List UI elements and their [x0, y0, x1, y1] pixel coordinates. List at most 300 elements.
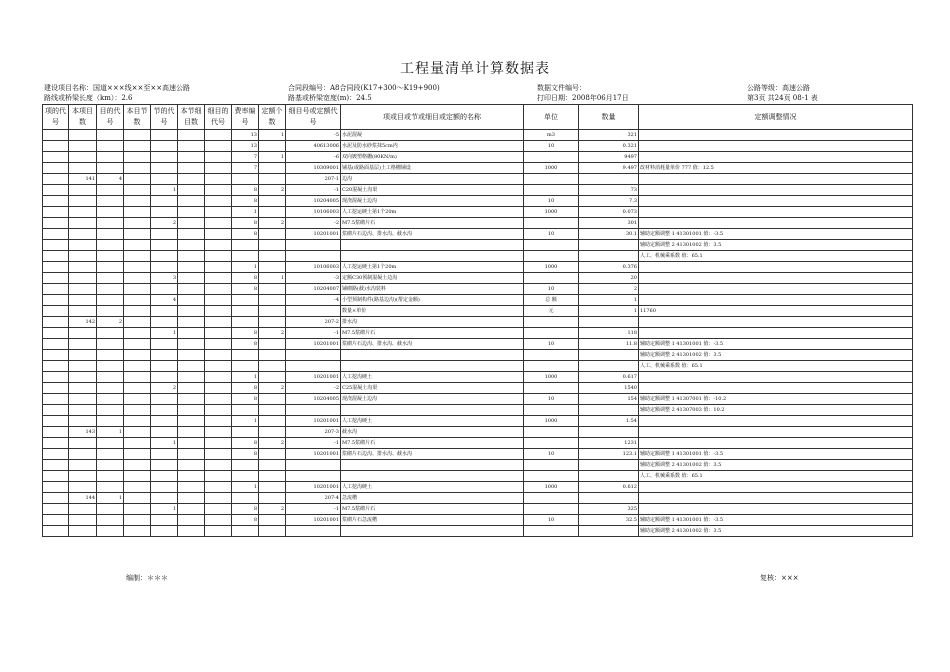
- table-cell: [43, 394, 69, 405]
- table-cell: [151, 471, 178, 482]
- table-cell: [259, 460, 286, 471]
- col-header: 细目的代号: [205, 105, 232, 130]
- table-cell: [124, 515, 151, 526]
- table-cell: [232, 295, 259, 306]
- table-cell: [259, 350, 286, 361]
- table-cell: [639, 273, 913, 284]
- table-cell: [43, 361, 69, 372]
- table-cell: [97, 350, 124, 361]
- table-cell: C25混凝土沟渠: [341, 383, 524, 394]
- table-cell: [579, 240, 639, 251]
- table-row: [43, 130, 913, 141]
- table-cell: [151, 526, 178, 537]
- table-cell: [205, 141, 232, 152]
- table-cell: 10: [524, 339, 579, 350]
- table-cell: 8: [232, 449, 259, 460]
- table-cell: 2: [259, 328, 286, 339]
- table-row: [43, 317, 913, 328]
- table-cell: [205, 152, 232, 163]
- table-cell: [178, 471, 205, 482]
- table-cell: [579, 350, 639, 361]
- table-cell: [259, 229, 286, 240]
- table-cell: -6: [286, 152, 341, 163]
- table-cell: [43, 262, 69, 273]
- table-cell: [639, 493, 913, 504]
- table-cell: [524, 383, 579, 394]
- table-cell: 2: [579, 284, 639, 295]
- table-row: [43, 262, 913, 273]
- table-cell: 8: [232, 438, 259, 449]
- table-cell: [97, 229, 124, 240]
- table-cell: [286, 251, 341, 262]
- table-cell: [69, 295, 97, 306]
- col-header: 单位: [524, 105, 579, 130]
- table-cell: -2: [286, 218, 341, 229]
- table-cell: [178, 306, 205, 317]
- table-cell: [205, 328, 232, 339]
- table-cell: 1000: [524, 372, 579, 383]
- table-cell: [69, 328, 97, 339]
- table-cell: [97, 328, 124, 339]
- table-cell: [97, 163, 124, 174]
- table-cell: [639, 328, 913, 339]
- table-cell: 144: [69, 493, 97, 504]
- table-cell: [579, 251, 639, 262]
- table-cell: [232, 174, 259, 185]
- table-cell: [69, 207, 97, 218]
- table-cell: 人工挖沟硬土: [341, 482, 524, 493]
- table-cell: 1: [259, 152, 286, 163]
- table-cell: [639, 196, 913, 207]
- table-cell: [259, 207, 286, 218]
- table-cell: [178, 284, 205, 295]
- table-cell: [69, 515, 97, 526]
- table-cell: [69, 504, 97, 515]
- table-row: [43, 207, 913, 218]
- table-cell: 301: [579, 218, 639, 229]
- table-cell: [524, 174, 579, 185]
- table-cell: 10204007: [286, 284, 341, 295]
- table-cell: [178, 218, 205, 229]
- table-cell: [124, 284, 151, 295]
- table-cell: [151, 306, 178, 317]
- table-cell: 8: [232, 394, 259, 405]
- table-cell: 40613006: [286, 141, 341, 152]
- table-cell: [259, 306, 286, 317]
- col-header: 定额调整情况: [639, 105, 913, 130]
- table-cell: [43, 130, 69, 141]
- table-cell: -1: [286, 438, 341, 449]
- table-cell: [205, 394, 232, 405]
- table-cell: 8: [232, 504, 259, 515]
- table-cell: 11760: [639, 306, 913, 317]
- table-cell: [639, 482, 913, 493]
- compiled-by: 编制：＊＊＊: [126, 574, 168, 582]
- table-cell: [97, 405, 124, 416]
- table-cell: 8: [232, 328, 259, 339]
- table-cell: 10106003: [286, 262, 341, 273]
- table-cell: M7.5浆砌片石: [341, 504, 524, 515]
- table-cell: [232, 251, 259, 262]
- table-cell: [178, 526, 205, 537]
- table-cell: [205, 350, 232, 361]
- table-cell: [205, 372, 232, 383]
- table-cell: [151, 394, 178, 405]
- route-length: 路线或桥梁长度（km）：2.6: [44, 94, 133, 102]
- table-cell: [124, 185, 151, 196]
- table-cell: 141: [69, 174, 97, 185]
- table-cell: [232, 317, 259, 328]
- table-cell: M7.5浆砌片石: [341, 218, 524, 229]
- table-cell: [232, 240, 259, 251]
- table-cell: 1: [97, 427, 124, 438]
- table-cell: 8: [232, 339, 259, 350]
- col-header: 细目号或定额代号: [286, 105, 341, 130]
- table-cell: [178, 361, 205, 372]
- table-cell: [69, 196, 97, 207]
- table-cell: 2: [259, 218, 286, 229]
- table-row: [43, 196, 913, 207]
- col-header: 费率编号: [232, 105, 259, 130]
- table-cell: [579, 174, 639, 185]
- table-cell: [524, 361, 579, 372]
- table-cell: [43, 449, 69, 460]
- table-cell: [43, 207, 69, 218]
- table-row: [43, 218, 913, 229]
- table-cell: [232, 493, 259, 504]
- quantity-table: [42, 104, 913, 537]
- table-cell: [639, 207, 913, 218]
- table-cell: [286, 471, 341, 482]
- table-cell: 1: [259, 130, 286, 141]
- table-cell: 10: [524, 284, 579, 295]
- table-cell: [579, 460, 639, 471]
- table-cell: [178, 240, 205, 251]
- table-cell: [151, 350, 178, 361]
- table-cell: 1: [151, 504, 178, 515]
- table-cell: 11.8: [579, 339, 639, 350]
- table-cell: 10201001: [286, 449, 341, 460]
- table-cell: [639, 372, 913, 383]
- table-cell: [259, 394, 286, 405]
- table-cell: 1: [579, 306, 639, 317]
- table-cell: [69, 383, 97, 394]
- table-row: [43, 394, 913, 405]
- table-cell: [97, 394, 124, 405]
- table-cell: [97, 152, 124, 163]
- table-cell: [205, 471, 232, 482]
- table-cell: 142: [69, 317, 97, 328]
- table-cell: [286, 350, 341, 361]
- table-cell: [259, 372, 286, 383]
- table-cell: [124, 207, 151, 218]
- table-cell: [259, 262, 286, 273]
- table-cell: 改材料消耗量单价 777 值：12.5: [639, 163, 913, 174]
- table-cell: [286, 240, 341, 251]
- table-cell: -4: [286, 295, 341, 306]
- table-cell: 13: [232, 141, 259, 152]
- table-cell: [178, 174, 205, 185]
- col-header: 目的代号: [97, 105, 124, 130]
- table-cell: 1: [97, 493, 124, 504]
- table-cell: 1: [232, 372, 259, 383]
- table-cell: [205, 493, 232, 504]
- table-cell: [43, 416, 69, 427]
- table-cell: [151, 405, 178, 416]
- table-cell: 9497: [579, 152, 639, 163]
- table-cell: [97, 218, 124, 229]
- table-cell: [43, 427, 69, 438]
- table-cell: [286, 405, 341, 416]
- table-row: [43, 185, 913, 196]
- table-cell: [97, 295, 124, 306]
- table-cell: [124, 383, 151, 394]
- table-cell: 辅助定额调整 1 41301001 值：-3.5: [639, 515, 913, 526]
- table-cell: 1540: [579, 383, 639, 394]
- table-cell: [639, 427, 913, 438]
- table-cell: [43, 339, 69, 350]
- table-cell: [205, 273, 232, 284]
- table-cell: [43, 317, 69, 328]
- table-row: [43, 504, 913, 515]
- table-cell: 10: [524, 515, 579, 526]
- table-cell: [97, 284, 124, 295]
- table-cell: 207-4: [286, 493, 341, 504]
- table-cell: 1: [151, 328, 178, 339]
- table-cell: 8: [232, 185, 259, 196]
- table-cell: [178, 405, 205, 416]
- table-cell: [579, 317, 639, 328]
- table-cell: [69, 526, 97, 537]
- table-cell: [524, 317, 579, 328]
- table-cell: [43, 174, 69, 185]
- table-cell: [639, 141, 913, 152]
- table-cell: 4: [97, 174, 124, 185]
- table-cell: [151, 361, 178, 372]
- table-cell: 急流槽: [341, 493, 524, 504]
- table-cell: -5: [286, 130, 341, 141]
- table-cell: 8: [232, 229, 259, 240]
- table-cell: [151, 174, 178, 185]
- table-cell: [43, 284, 69, 295]
- table-cell: 人工挖运硬土第1个20m: [341, 207, 524, 218]
- table-cell: [205, 240, 232, 251]
- table-cell: [43, 218, 69, 229]
- table-cell: 73: [579, 185, 639, 196]
- table-cell: [639, 416, 913, 427]
- table-cell: [97, 196, 124, 207]
- table-cell: 8: [232, 218, 259, 229]
- table-cell: [97, 383, 124, 394]
- table-cell: [124, 152, 151, 163]
- table-cell: -2: [286, 383, 341, 394]
- table-cell: [524, 218, 579, 229]
- table-cell: [524, 438, 579, 449]
- table-cell: [524, 460, 579, 471]
- table-cell: [97, 339, 124, 350]
- table-cell: 辅助定额调整 2 41301002 值：3.5: [639, 460, 913, 471]
- table-cell: [69, 482, 97, 493]
- table-cell: [43, 251, 69, 262]
- table-cell: 现浇混凝土边沟: [341, 196, 524, 207]
- table-cell: [524, 152, 579, 163]
- table-cell: [151, 251, 178, 262]
- col-header: 项的代号: [43, 105, 69, 130]
- table-cell: [178, 515, 205, 526]
- table-cell: [151, 130, 178, 141]
- table-cell: [69, 350, 97, 361]
- table-cell: [178, 251, 205, 262]
- table-cell: [259, 427, 286, 438]
- table-cell: [639, 262, 913, 273]
- table-row: [43, 229, 913, 240]
- table-cell: [524, 504, 579, 515]
- table-cell: [151, 449, 178, 460]
- table-cell: 1: [579, 295, 639, 306]
- table-cell: [124, 372, 151, 383]
- table-cell: C20混凝土沟渠: [341, 185, 524, 196]
- table-row: [43, 339, 913, 350]
- table-cell: 7: [232, 152, 259, 163]
- table-row: [43, 383, 913, 394]
- table-row: [43, 361, 913, 372]
- table-cell: 8: [232, 196, 259, 207]
- table-cell: [124, 493, 151, 504]
- table-row: [43, 152, 913, 163]
- table-cell: 1.54: [579, 416, 639, 427]
- table-cell: 人工挖沟硬土: [341, 372, 524, 383]
- table-cell: [205, 526, 232, 537]
- table-cell: [232, 471, 259, 482]
- table-row: [43, 471, 913, 482]
- table-cell: 总 额: [524, 295, 579, 306]
- table-cell: -1: [286, 504, 341, 515]
- table-cell: 10106003: [286, 207, 341, 218]
- table-cell: [69, 372, 97, 383]
- table-cell: [43, 141, 69, 152]
- table-cell: 10: [524, 449, 579, 460]
- table-cell: 水泥及防水砂浆抹5cm内: [341, 141, 524, 152]
- table-cell: 1: [259, 273, 286, 284]
- table-cell: [178, 438, 205, 449]
- table-cell: 人工、机械乘系数 值：65.1: [639, 471, 913, 482]
- table-cell: [232, 361, 259, 372]
- table-cell: [69, 240, 97, 251]
- table-cell: [97, 482, 124, 493]
- table-cell: [69, 130, 97, 141]
- table-cell: M7.5浆砌片石: [341, 328, 524, 339]
- table-cell: [259, 196, 286, 207]
- table-cell: [178, 185, 205, 196]
- table-cell: 1: [232, 262, 259, 273]
- table-cell: 人工挖运硬土第1个20m: [341, 262, 524, 273]
- table-cell: M7.5浆砌片石: [341, 438, 524, 449]
- table-cell: [205, 383, 232, 394]
- table-cell: [97, 251, 124, 262]
- table-cell: [205, 262, 232, 273]
- table-cell: [69, 152, 97, 163]
- table-cell: 1000: [524, 163, 579, 174]
- table-cell: [69, 394, 97, 405]
- table-row: [43, 515, 913, 526]
- table-cell: [639, 130, 913, 141]
- table-cell: 10201001: [286, 372, 341, 383]
- table-cell: [151, 460, 178, 471]
- table-cell: [341, 471, 524, 482]
- table-cell: 边沟: [341, 174, 524, 185]
- table-cell: [259, 284, 286, 295]
- table-cell: [205, 218, 232, 229]
- table-cell: 排水沟: [341, 317, 524, 328]
- table-cell: 0.617: [579, 372, 639, 383]
- table-cell: 13: [232, 130, 259, 141]
- table-cell: [639, 284, 913, 295]
- table-cell: [69, 262, 97, 273]
- table-cell: [524, 493, 579, 504]
- table-cell: 0.321: [579, 141, 639, 152]
- table-cell: [69, 163, 97, 174]
- table-cell: [524, 405, 579, 416]
- table-cell: [205, 295, 232, 306]
- table-cell: 铺基(或路面基层)土工格栅铺设: [341, 163, 524, 174]
- table-cell: 8: [232, 383, 259, 394]
- table-cell: [97, 185, 124, 196]
- table-cell: 9.497: [579, 163, 639, 174]
- table-cell: 1000: [524, 416, 579, 427]
- table-cell: [124, 471, 151, 482]
- table-cell: 10201001: [286, 515, 341, 526]
- table-cell: 定额C30预制混凝土边沟: [341, 273, 524, 284]
- table-cell: [178, 273, 205, 284]
- table-cell: 143: [69, 427, 97, 438]
- table-cell: 2: [259, 383, 286, 394]
- table-cell: 10201001: [286, 339, 341, 350]
- table-cell: 4: [151, 295, 178, 306]
- table-cell: [178, 317, 205, 328]
- table-cell: [178, 350, 205, 361]
- table-cell: [205, 284, 232, 295]
- table-cell: [259, 174, 286, 185]
- table-cell: [205, 438, 232, 449]
- table-cell: 10: [524, 229, 579, 240]
- table-cell: 2: [259, 185, 286, 196]
- table-row: [43, 493, 913, 504]
- table-cell: [524, 251, 579, 262]
- table-cell: 10201001: [286, 482, 341, 493]
- table-cell: [69, 229, 97, 240]
- table-cell: 2: [151, 383, 178, 394]
- table-cell: [124, 438, 151, 449]
- table-cell: [579, 471, 639, 482]
- table-cell: 8: [232, 515, 259, 526]
- table-cell: [124, 163, 151, 174]
- table-cell: [97, 262, 124, 273]
- table-cell: 人工、机械乘系数 值：65.1: [639, 361, 913, 372]
- table-body: [43, 130, 913, 537]
- table-cell: 辅助定额调整 2 41301002 值：3.5: [639, 350, 913, 361]
- col-header: 项或目或节或细目或定额的名称: [341, 105, 524, 130]
- table-cell: [151, 317, 178, 328]
- table-cell: 2: [259, 438, 286, 449]
- table-cell: 0.376: [579, 262, 639, 273]
- table-cell: [124, 416, 151, 427]
- table-cell: [205, 449, 232, 460]
- table-cell: [151, 240, 178, 251]
- table-cell: [151, 515, 178, 526]
- project-name: 建设项目名称：国道×××线××至××高速公路: [44, 84, 191, 92]
- table-cell: [341, 526, 524, 537]
- table-cell: [205, 460, 232, 471]
